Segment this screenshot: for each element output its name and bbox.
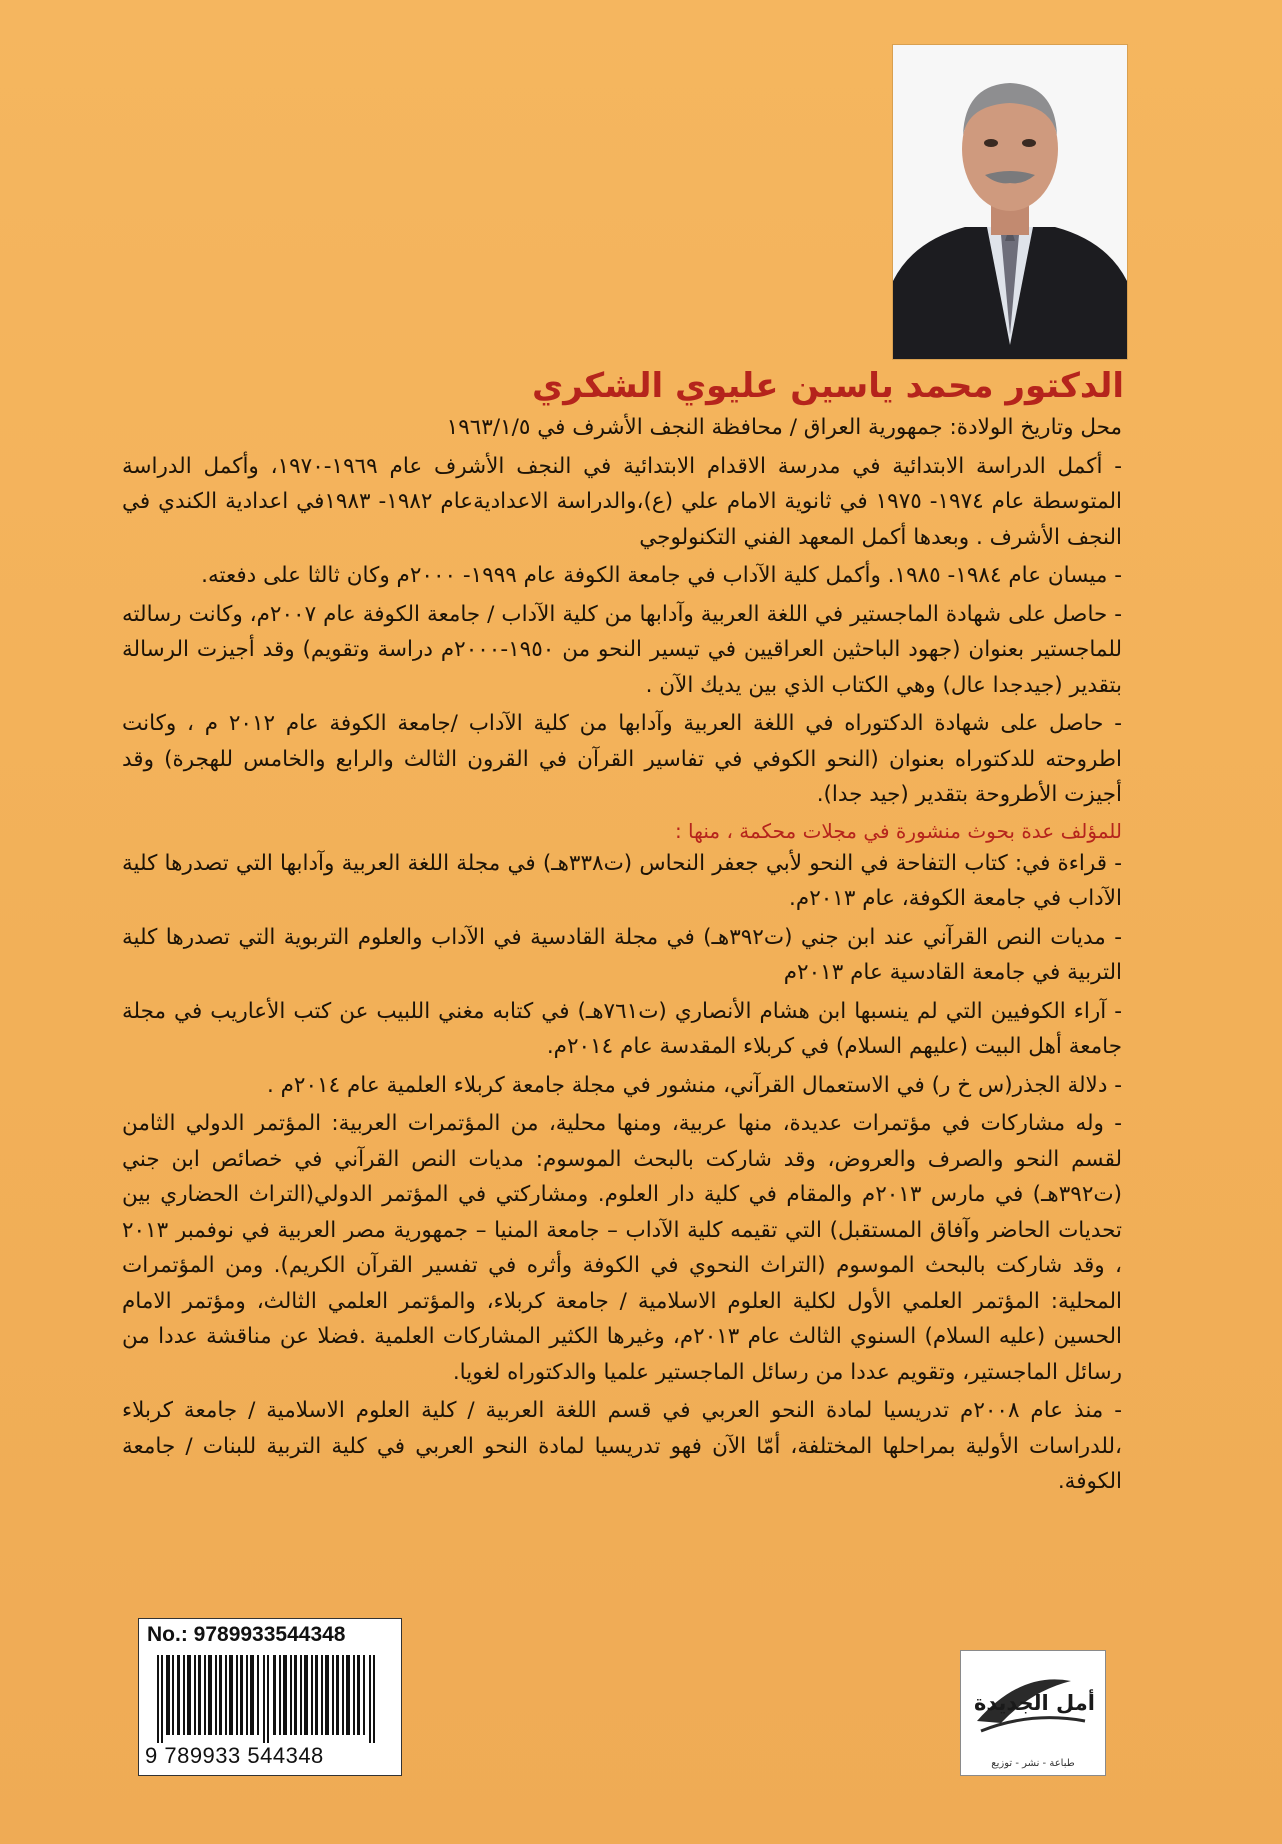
author-biography xyxy=(122,410,1122,1503)
publisher-logo xyxy=(960,1650,1106,1776)
bio-birth: محل وتاريخ الولادة: جمهورية العراق / محافظة النجف الأشرف في ١٩٦٣/١/٥ xyxy=(446,415,1122,440)
publisher-tagline: طباعة - نشر - توزيع xyxy=(991,1758,1075,1769)
author-name: الدكتور محمد ياسين عليوي الشكري xyxy=(532,366,1124,406)
isbn-digits: 9 789933 544348 xyxy=(145,1743,324,1768)
research-item: - قراءة في: كتاب التفاحة في النحو لأبي جعفر النحاس (ت٣٣٨هـ) في مجلة اللغة العربية وآدابها التي تصدرها كلية الآداب في جامعة الكوفة، عام ٢٠١٣م. xyxy=(122,850,1122,911)
bio-masters: - حاصل على شهادة الماجستير في اللغة العربية وآدابها من كلية الآداب / جامعة الكوفة عام ٢٠٠٧م، وكانت رسالته للماجستير بعنوان (جهود الباحثين العراقيين في تيسير النحو من ١٩٥٠-٢٠٠٠م دراسة وتقويم) وقد أجيزت الرسالة بتقدير (جيدجدا عال) وهي الكتاب الذي بين يديك الآن . xyxy=(122,601,1122,698)
author-portrait-image xyxy=(893,45,1127,359)
research-heading: للمؤلف عدة بحوث منشورة في مجلات محكمة ، منها : xyxy=(674,818,1122,843)
isbn-number: No.: 9789933544348 xyxy=(147,1623,346,1646)
bio-teaching: - منذ عام ٢٠٠٨م تدريسيا لمادة النحو العربي في قسم اللغة العربية / كلية العلوم الاسلامية / جامعة كربلاء ،للدراسات الأولية بمراحلها المختلفة، أمّا الآن فهو تدريسيا لمادة النحو العربي في كلية التربية للبنات / جامعة الكوفة. xyxy=(122,1398,1122,1494)
research-item: - آراء الكوفيين التي لم ينسبها ابن هشام الأنصاري (ت٧٦١هـ) في كتابه مغني اللبيب عن كتب الأعاريب في مجلة جامعة أهل البيت (عليهم السلام) في كربلاء المقدسة عام ٢٠١٤م. xyxy=(122,998,1122,1059)
bio-conferences: - وله مشاركات في مؤتمرات عديدة، منها عربية، ومنها محلية، من المؤتمرات العربية: المؤتمر الدولي الثامن لقسم النحو والصرف والعروض، وقد شاركت بالبحث الموسوم: مديات النص القرآني في خصائص ابن جني (ت٣٩٢هـ) في مارس ٢٠١٣م والمقام في كلية دار العلوم. ومشاركتي في المؤتمر الدولي(التراث الحضاري بين تحديات الحاضر وآفاق المستقبل) التي تقيمه كلية الآداب – جامعة المنيا – جمهورية مصر العربية في نوفمبر ٢٠١٣ ، وقد شاركت بالبحث الموسوم (التراث النحوي في الكوفة وأثره في تفسير القرآن الكريم). ومن المؤتمرات المحلية: المؤتمر العلمي الأول لكلية العلوم الاسلامية / جامعة كربلاء، والمؤتمر العلمي الثالث، ومؤتمر الامام الحسين (عليه السلام) السنوي الثالث عام ٢٠١٣م، وغيرها الكثير المشاركات العلمية .فضلا عن مناقشة عددا من رسائل الماجستير، وتقويم عددا من رسائل الماجستير علميا والدكتوراه لغويا. xyxy=(122,1111,1123,1385)
bio-education: - أكمل الدراسة الابتدائية في مدرسة الاقدام الابتدائية في النجف الأشرف عام ١٩٦٩-١٩٧٠، وأكمل الدراسة المتوسطة عام ١٩٧٤- ١٩٧٥ في ثانوية الامام علي (ع)،والدراسة الاعداديةعام ١٩٨٢- ١٩٨٣في اعدادية الكندي في النجف الأشرف . وبعدها أكمل المعهد الفني التكنولوجي xyxy=(122,453,1122,550)
author-photo xyxy=(892,44,1128,360)
research-item: - دلالة الجذر(س خ ر) في الاستعمال القرآني، منشور في مجلة جامعة كربلاء العلمية عام ٢٠١٤م . xyxy=(266,1072,1122,1098)
isbn-barcode-box xyxy=(138,1618,402,1776)
bio-doctorate: - حاصل على شهادة الدكتوراه في اللغة العربية وآدابها من كلية الآداب /جامعة الكوفة عام ٢٠١٢ م ، وكانت اطروحته للدكتوراه بعنوان (النحو الكوفي في تفاسير القرآن في القرون الثالث والرابع والخامس للهجرة) وقد أجيزت الأطروحة بتقدير (جيد جدا). xyxy=(122,711,1122,807)
barcode-icon xyxy=(147,1655,393,1743)
publisher-name: أمل الجديدة xyxy=(973,1691,1095,1715)
research-item: - مديات النص القرآني عند ابن جني (ت٣٩٢هـ) في مجلة القادسية في الآداب والعلوم التربوية التي تصدرها كلية التربية في جامعة القادسية عام ٢٠١٣م xyxy=(122,924,1123,985)
bio-college: - ميسان عام ١٩٨٤- ١٩٨٥. وأكمل كلية الآداب في جامعة الكوفة عام ١٩٩٩- ٢٠٠٠م وكان ثالثا على دفعته. xyxy=(201,563,1122,588)
